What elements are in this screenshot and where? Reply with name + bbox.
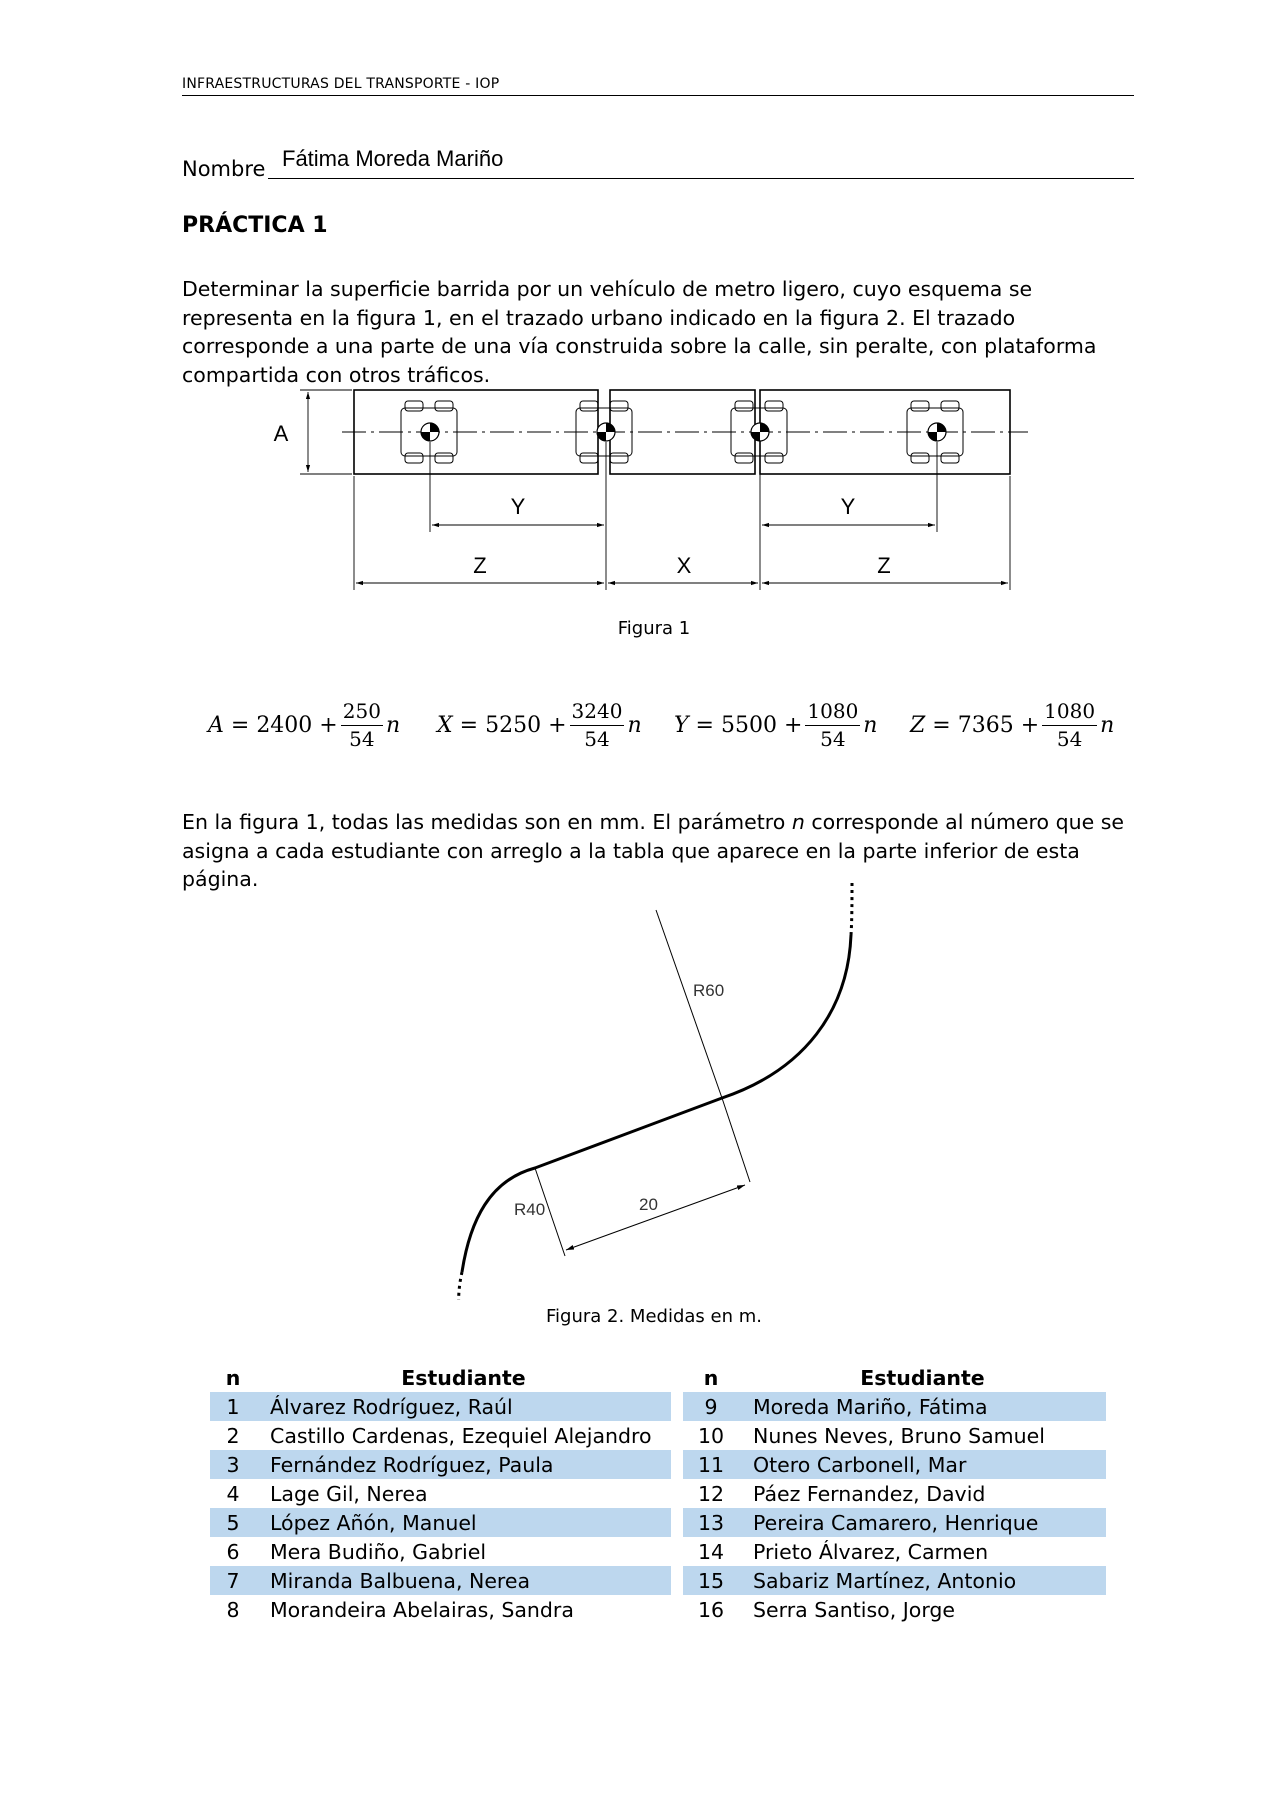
formula-numerator: 250 [341,699,383,726]
table-row [210,1595,1106,1624]
formula-denominator: 54 [820,727,846,751]
row-name-left: López Añón, Manuel [256,1508,671,1537]
dim-label-z-left: Z [473,553,487,578]
formula-var: Y [674,712,689,738]
formula-denominator: 54 [1056,727,1083,751]
dimension-lines [300,390,1010,590]
row-n-right: 11 [683,1450,739,1479]
table-row [210,1421,1106,1450]
formula-numerator: 1080 [1042,699,1097,726]
formula-y: Y = 5500 + $\frac{1080}{54}$ n [674,699,878,751]
row-n-left: 2 [226,1423,240,1448]
row-name-left: Álvarez Rodríguez, Raúl [256,1392,671,1421]
row-n-right: 16 [697,1597,725,1622]
formula-x: X = 5250 + $\frac{3240}{54}$ n [437,699,642,751]
table-row [210,1508,1106,1537]
row-n-right: 15 [683,1566,739,1595]
units-note-after: corresponde al número que se asigna a cada estudiante con arreglo a la tabla que aparece en la parte inferior de esta página. [182,810,1124,891]
row-name-left: Castillo Cardenas, Ezequiel Alejandro [270,1423,652,1448]
row-name-right: Sabariz Martínez, Antonio [739,1566,1106,1595]
formula-base: 2400 [256,712,313,738]
formula-base: 5250 [485,712,542,738]
row-n-left: 5 [210,1508,256,1537]
student-table [210,1364,1106,1624]
figure-1-vehicle-diagram [0,0,1280,650]
row-n-left: 1 [210,1392,256,1421]
formula-var: X [437,712,453,738]
header-student-right: Estudiante [860,1366,985,1390]
label-dim-20: 20 [639,1195,658,1214]
row-name-right: Prieto Álvarez, Carmen [753,1539,989,1564]
formula-z: Z = 7365 + $\frac{1080}{54}$ n [910,699,1115,751]
formula-param: n [863,712,878,738]
formula-var: A [208,712,224,738]
page-title: PRÁCTICA 1 [182,213,328,238]
figure-2-track-alignment [0,880,1280,1300]
extension-line-right [722,1098,750,1182]
row-n-right: 13 [683,1508,739,1537]
row-n-left: 4 [226,1481,240,1506]
row-name-right: Serra Santiso, Jorge [753,1597,956,1622]
dim-label-y-right: Y [840,494,856,519]
track-continuation-top [851,880,852,935]
row-name-right: Pereira Camarero, Henrique [739,1508,1106,1537]
formula-denominator: 54 [584,727,610,751]
units-note-param: n [791,810,805,834]
row-n-left: 3 [210,1450,256,1479]
problem-statement: Determinar la superficie barrida por un vehículo de metro ligero, cuyo esquema se representa en la figura 1, en el trazado urbano indicado en la figura 2. El trazado corresponde a una parte de una vía construida sobre la calle, sin peralte, con plataforma compartida con otros tráficos. [182,277,1097,387]
row-n-left: 6 [226,1539,240,1564]
name-label: Nombre [182,157,266,181]
formula-var: Z [910,712,926,738]
row-n-right: 14 [697,1539,725,1564]
formula-numerator: 3240 [570,699,625,726]
row-n-left: 8 [226,1597,240,1622]
formula-base: 5500 [720,712,777,738]
label-r60: R60 [693,981,725,1000]
header-student-left: Estudiante [401,1366,526,1390]
table-row [210,1479,1106,1508]
formula-numerator: 1080 [805,699,860,726]
row-name-right: Nunes Neves, Bruno Samuel [753,1423,1045,1448]
row-name-left: Lage Gil, Nerea [270,1481,428,1506]
name-value: Fátima Moreda Mariño [282,146,504,171]
formula-base: 7365 [957,712,1014,738]
table-row [210,1392,1106,1421]
track-continuation-bottom [459,1272,462,1300]
dim-label-y-left: Y [510,494,526,519]
formula-row [200,695,1120,755]
table-header-row [210,1364,1106,1392]
formula-denominator: 54 [349,727,375,751]
table-row [210,1537,1106,1566]
label-r40: R40 [514,1200,546,1219]
row-name-right: Otero Carbonell, Mar [739,1450,1106,1479]
figure-1-caption: Figura 1 [617,618,691,639]
table-row [210,1566,1106,1595]
row-name-right: Páez Fernandez, David [753,1481,986,1506]
row-name-left: Morandeira Abelairas, Sandra [270,1597,574,1622]
formula-param: n [1100,712,1115,738]
units-note-before: En la figura 1, todas las medidas son en mm. El parámetro [182,810,792,834]
header-n-left: n [225,1366,241,1390]
dim-label-a: A [273,421,289,446]
table-row [210,1450,1106,1479]
row-name-left: Fernández Rodríguez, Paula [256,1450,671,1479]
radius-line-r60 [656,910,725,1098]
row-name-left: Mera Budiño, Gabriel [270,1539,487,1564]
track-curve [462,935,851,1272]
row-name-right: Moreda Mariño, Fátima [739,1392,1106,1421]
header-n-right: n [703,1366,719,1390]
row-n-right: 12 [697,1481,725,1506]
formula-param: n [385,712,401,738]
row-n-right: 10 [697,1423,725,1448]
row-n-left: 7 [210,1566,256,1595]
page-header: INFRAESTRUCTURAS DEL TRANSPORTE - IOP [182,76,1134,96]
formula-param: n [627,712,642,738]
formula-a: A = 2400 + $\frac{250}{54}$ n [208,699,401,751]
figure-2-caption: Figura 2. Medidas en m. [546,1306,762,1327]
dim-label-x: X [676,553,692,578]
row-name-left: Miranda Balbuena, Nerea [256,1566,671,1595]
dim-label-z-right: Z [877,553,891,578]
row-n-right: 9 [683,1392,739,1421]
